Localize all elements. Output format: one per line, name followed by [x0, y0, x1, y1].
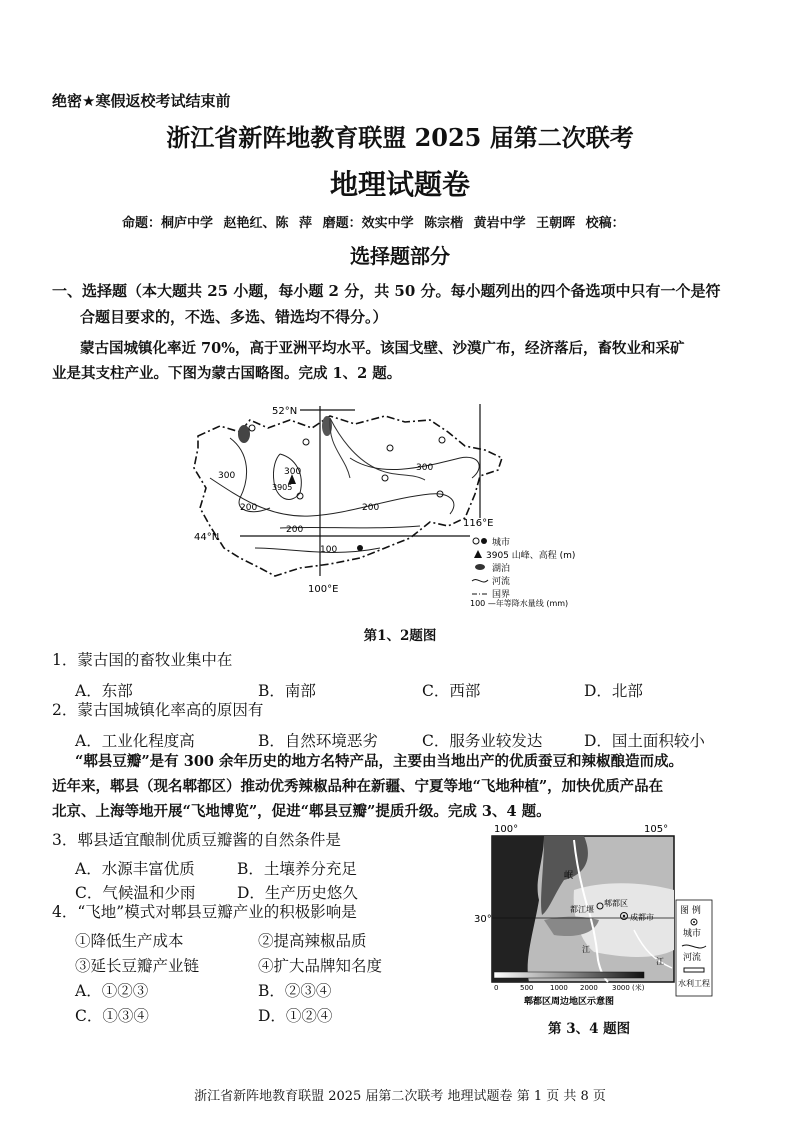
q1-option-c[interactable]: C．西部: [422, 682, 481, 700]
q4-option-c[interactable]: C．①③④: [75, 1007, 149, 1025]
city-icon: [439, 437, 445, 443]
legend-label: 城市: [683, 929, 702, 939]
map2-inner-caption: 郫都区周边地区示意图: [524, 997, 615, 1007]
legend-title: 图 例: [680, 906, 701, 916]
q4-option-a[interactable]: A．①②③: [75, 982, 149, 1000]
isoline: [230, 438, 270, 512]
legend-label: 河流: [492, 577, 511, 587]
map-label-jiang2: 江: [656, 957, 664, 966]
scale-tick: 0: [494, 984, 499, 992]
q3-stem: 3．郫县适宜酿制优质豆瓣酱的自然条件是: [52, 831, 341, 849]
q2-option-a[interactable]: A．工业化程度高: [75, 732, 195, 750]
q3-option-c[interactable]: C．气候温和少雨: [75, 884, 196, 902]
isoline-label: 300: [416, 463, 434, 473]
q2-option-c[interactable]: C．服务业较发达: [422, 732, 543, 750]
river-line: [330, 418, 350, 478]
exam-title: 浙江省新阵地教育联盟 2025 届第二次联考: [166, 123, 634, 152]
mongolia-map: [180, 398, 610, 608]
section-intro-line-1: 一、选择题（本大题共 25 小题，每小题 2 分，共 50 分。每小题列出的四个备选项中只有一个是符: [52, 282, 721, 300]
city-icon: [387, 445, 393, 451]
map-label-dujiangyan: 都江堰: [570, 905, 594, 914]
city-icon: [623, 915, 625, 917]
material2-line-1: “郫县豆瓣”是有 300 余年历史的地方名特产品，主要由当地出产的优质蚕豆和辣椒酿造而成。: [75, 753, 684, 770]
isoline-label: 200: [286, 525, 304, 535]
section-title: 选择题部分: [350, 244, 450, 268]
isoline: [350, 457, 479, 478]
isoline-label: 300: [284, 467, 302, 477]
scale-tick: 3000 (米): [612, 984, 645, 992]
city-icon: [382, 475, 388, 481]
material2-line-2: 近年来，郫县（现名郫都区）推动优秀辣椒品种在新疆、宁夏等地“飞地种植”，加快优质产品在: [52, 778, 664, 795]
river-line: [330, 418, 425, 480]
city-icon: [303, 439, 309, 445]
lon-west-label: 100°E: [308, 584, 339, 595]
q4-item-3: ③延长豆瓣产业链: [75, 957, 200, 975]
pidu-region-map: [474, 820, 714, 1020]
q3-option-a[interactable]: A．水源丰富优质: [75, 860, 195, 878]
section-intro-line-2: 合题目要求的，不选、多选、错选均不得分。）: [80, 308, 388, 326]
lake-icon: [238, 425, 250, 443]
exam-subtitle: 地理试题卷: [329, 168, 470, 201]
legend-label: 水利工程: [678, 979, 710, 988]
q1-option-b[interactable]: B．南部: [258, 682, 316, 700]
peak-height-label: 3905: [272, 483, 293, 492]
map-label-chengdu: 成都市: [630, 913, 654, 922]
q2-stem: 2．蒙古国城镇化率高的原因有: [52, 701, 264, 719]
scale-tick: 1000: [550, 984, 568, 992]
scale-tick: 2000: [580, 984, 598, 992]
isoline-label: 100: [320, 545, 338, 555]
q4-option-d[interactable]: D．①②④: [258, 1007, 333, 1025]
map-label-pidu: 郫都区: [604, 899, 628, 908]
q4-item-4: ④扩大品牌知名度: [258, 957, 383, 975]
lon-right-label: 105°: [644, 824, 669, 835]
lat-south-label: 44°N: [194, 532, 220, 543]
credits-line: 命题：桐庐中学 赵艳红、陈 萍 磨题：效实中学 陈宗楷 黄岩中学 王朝晖 校稿：: [122, 216, 625, 231]
q4-item-1: ①降低生产成本: [75, 932, 184, 950]
lat-north-label: 52°N: [272, 406, 298, 417]
legend-label: 3905 山峰、高程 (m): [486, 551, 576, 561]
q2-option-d[interactable]: D．国土面积较小: [584, 732, 705, 750]
q4-option-b[interactable]: B．②③④: [258, 982, 332, 1000]
q1-stem: 1．蒙古国的畜牧业集中在: [52, 651, 233, 669]
q4-stem: 4．“飞地”模式对郫县豆瓣产业的积极影响是: [52, 903, 357, 921]
scale-tick: 500: [520, 984, 534, 992]
legend-label: 城市: [492, 538, 511, 548]
material1-line-2: 业是其支柱产业。下图为蒙古国略图。完成 1、2 题。: [52, 365, 402, 382]
lon-east-label: 116°E: [463, 518, 494, 529]
confidential-label: 绝密★寒假返校考试结束前: [52, 92, 231, 110]
q2-option-b[interactable]: B．自然环境恶劣: [258, 732, 378, 750]
lat-label: 30°: [474, 914, 492, 925]
page-footer: 浙江省新阵地教育联盟 2025 届第二次联考 地理试题卷 第 1 页 共 8 页: [194, 1089, 606, 1104]
q1-option-a[interactable]: A．东部: [75, 682, 133, 700]
q3-option-d[interactable]: D．生产历史悠久: [237, 884, 358, 902]
city-icon: [357, 545, 363, 551]
map-label-min: 岷: [564, 871, 574, 881]
isoline-label: 200: [240, 503, 258, 513]
city-icon: [249, 425, 255, 431]
lon-left-label: 100°: [494, 824, 519, 835]
material1-line-1: 蒙古国城镇化率近 70%，高于亚洲平均水平。该国戈壁、沙漠广布，经济落后，畜牧业和采矿: [80, 340, 685, 357]
q1-option-d[interactable]: D．北部: [584, 682, 643, 700]
map1-legend: [470, 536, 575, 608]
material2-line-3: 北京、上海等地开展“飞地博览”，促进“郫县豆瓣”提质升级。完成 3、4 题。: [52, 803, 551, 820]
legend-label: 湖泊: [492, 564, 511, 574]
legend-label: 国界: [492, 590, 511, 600]
map2-legend: [676, 900, 712, 996]
map-label-jiang: 江: [582, 945, 590, 954]
isoline-label: 300: [218, 471, 236, 481]
isoline-label: 200: [362, 503, 380, 513]
legend-label: 河流: [683, 953, 702, 963]
q3-option-b[interactable]: B．土壤养分充足: [237, 860, 357, 878]
q4-item-2: ②提高辣椒品质: [258, 932, 367, 950]
elevation-scale-bar: [494, 972, 644, 978]
map1-caption: 第1、2题图: [363, 628, 437, 644]
map2-caption: 第 3、4 题图: [548, 1021, 631, 1037]
legend-label: 100 —年等降水量线 (mm): [470, 599, 569, 608]
